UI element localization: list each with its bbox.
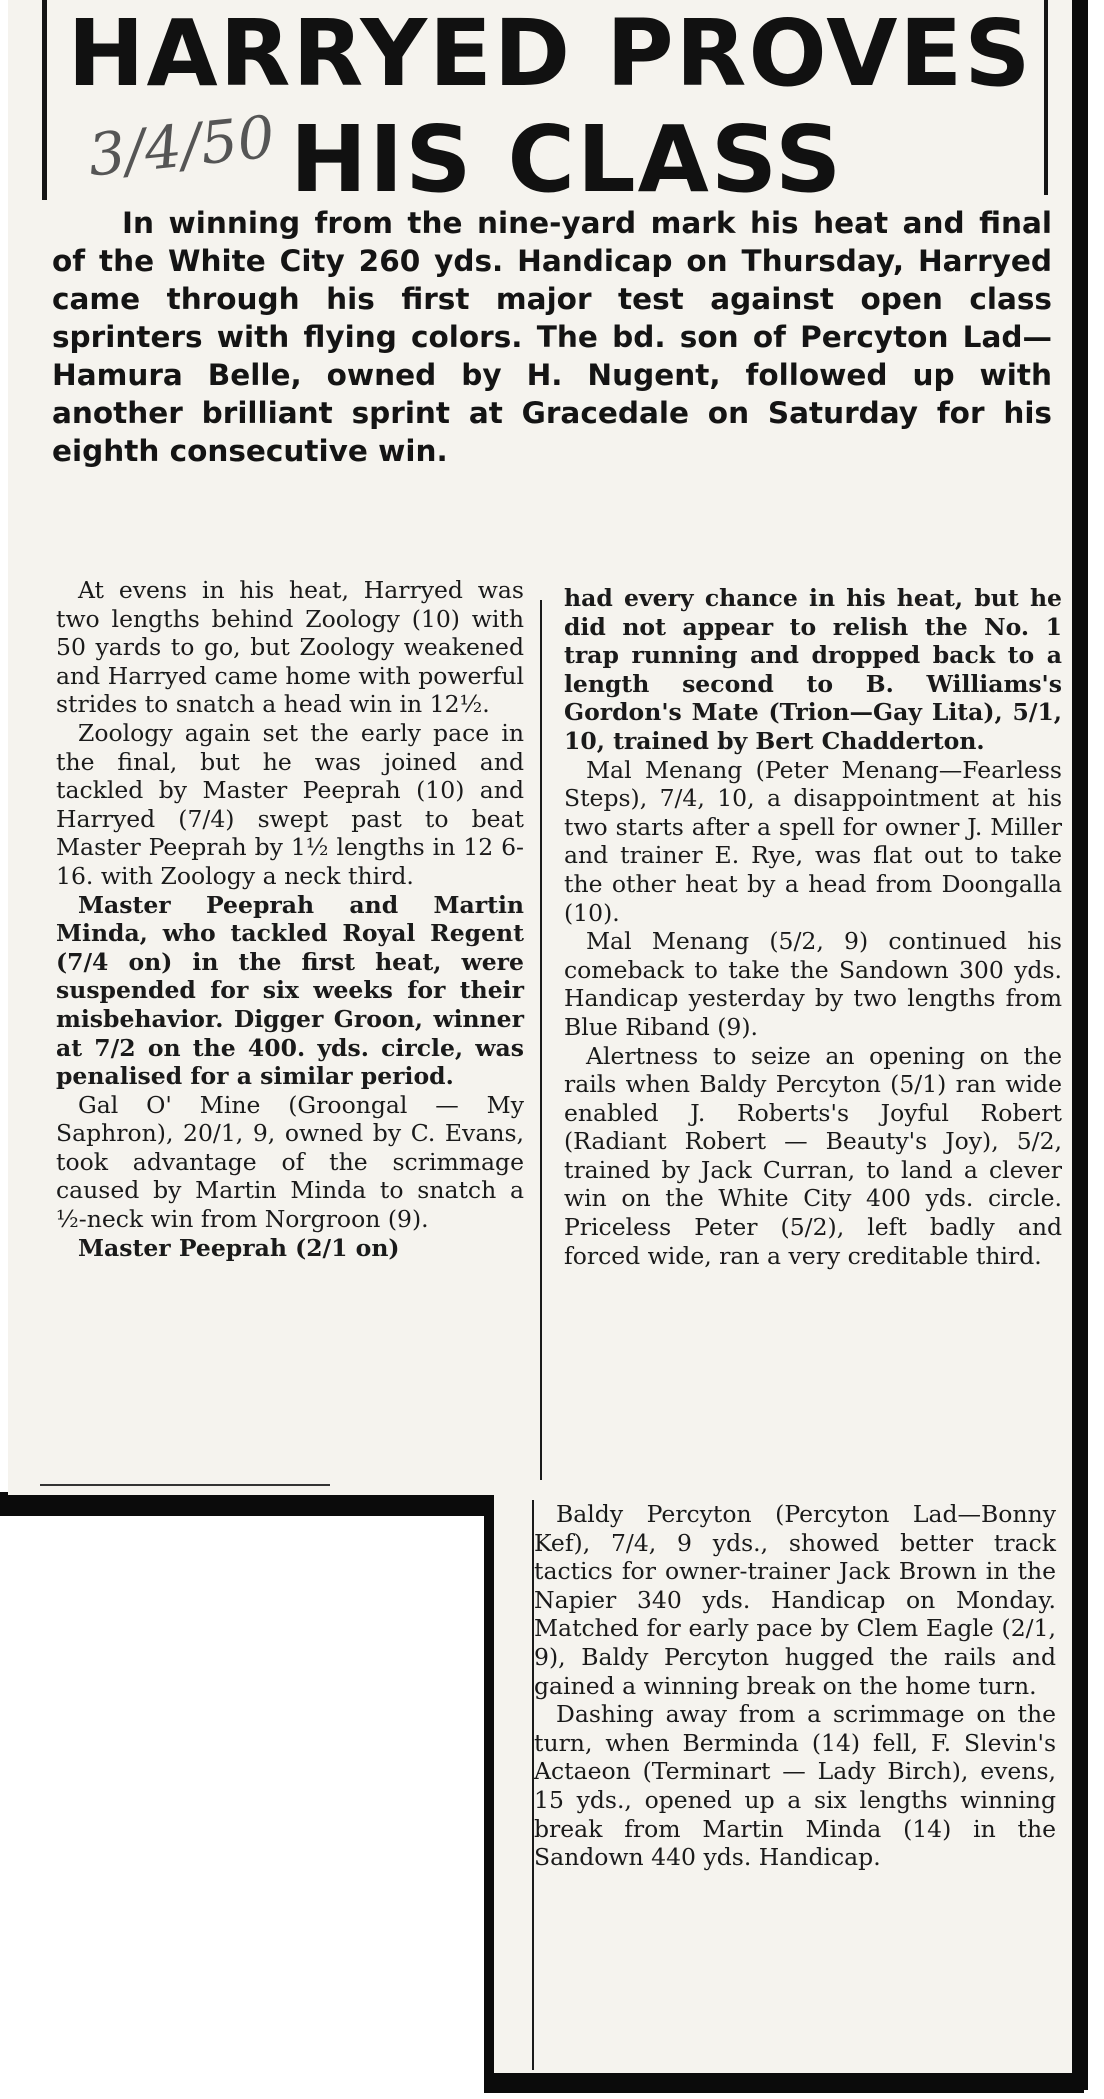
paragraph: had every chance in his heat, but he did not appear to relish the No. 1 trap running and dropped back to a length second to B. Williams's Gordon's Mate (Trion—Gay Lita), 5/1, 10, trained by Bert Chadderton. xyxy=(564,584,1062,755)
headline-line-1: HARRYED PROVES xyxy=(67,0,1033,107)
headline-line-2: HIS CLASS xyxy=(290,106,844,213)
paragraph: Alertness to seize an opening on the rails when Baldy Percyton (5/1) ran wide enabled J. Roberts's Joyful Robert (Radiant Robert — Beauty's Joy), 5/2, trained by Jack Curran, to land a clever win on the White City 400 yds. circle. Priceless Peter (5/2), left badly and forced wide, ran a very creditable third. xyxy=(564,1041,1062,1270)
lede-text: In winning from the nine-yard mark his heat and final of the White City 260 yds. Handicap on Thursday, Harryed came through his first major test against open class sprinters with flying colors. The bd. son of Percyton Lad—Hamura Belle, owned by H. Nugent, followed up with another brilliant sprint at Gracedale on Saturday for his eighth consecutive win. xyxy=(52,206,1052,468)
article-column-3 xyxy=(534,1500,1056,1872)
paragraph: Baldy Percyton (Percyton Lad—Bonny Kef), 7/4, 9 yds., showed better track tactics for owner-trainer Jack Brown in the Napier 340 yds. Handicap on Monday. Matched for early pace by Clem Eagle (2/1, 9), Baldy Percyton hugged the rails and gained a winning break on the home turn. xyxy=(534,1500,1056,1700)
handwritten-date: 3/4/50 xyxy=(84,102,278,190)
column-rule-1 xyxy=(540,600,542,1480)
paragraph: At evens in his heat, Harryed was two lengths behind Zoology (10) with 50 yards to go, but Zoology weakened and Harryed came home with powerful strides to snatch a head win in 12½. xyxy=(56,576,524,719)
article-column-2 xyxy=(564,584,1062,1270)
article-column-1 xyxy=(56,576,524,1262)
paragraph: Master Peeprah and Martin Minda, who tackled Royal Regent (7/4 on) in the first heat, were suspended for six weeks for their misbehavior. Digger Groon, winner at 7/2 on the 400. yds. circle, was penalised for a similar period. xyxy=(56,890,524,1091)
paragraph: Dashing away from a scrimmage on the turn, when Berminda (14) fell, F. Slevin's Actaeon (Terminart — Lady Birch), evens, 15 yds., opened up a six lengths winning break from Martin Minda (14) in the Sandown 440 yds. Handicap. xyxy=(534,1700,1056,1872)
bottom-rule xyxy=(40,1484,330,1486)
paragraph: Zoology again set the early pace in the final, but he was joined and tackled by Master Peeprah (10) and Harryed (7/4) swept past to beat Master Peeprah by 1½ lengths in 12 6-16. with Zoology a neck third. xyxy=(56,718,524,890)
paragraph: Mal Menang (Peter Menang—Fearless Steps), 7/4, 10, a disappointment at his two starts after a spell for owner J. Miller and trainer E. Rye, was flat out to take the other heat by a head from Doongalla (10). xyxy=(564,755,1062,927)
paragraph: Gal O' Mine (Groongal — My Saphron), 20/1, 9, owned by C. Evans, took advantage of the scrimmage caused by Martin Minda to snatch a ½-neck win from Norgroon (9). xyxy=(56,1090,524,1234)
paragraph: Mal Menang (5/2, 9) continued his comeback to take the Sandown 300 yds. Handicap yesterday by two lengths from Blue Riband (9). xyxy=(564,927,1062,1041)
lede-paragraph xyxy=(52,204,1052,470)
paragraph: Master Peeprah (2/1 on) xyxy=(78,1233,400,1262)
